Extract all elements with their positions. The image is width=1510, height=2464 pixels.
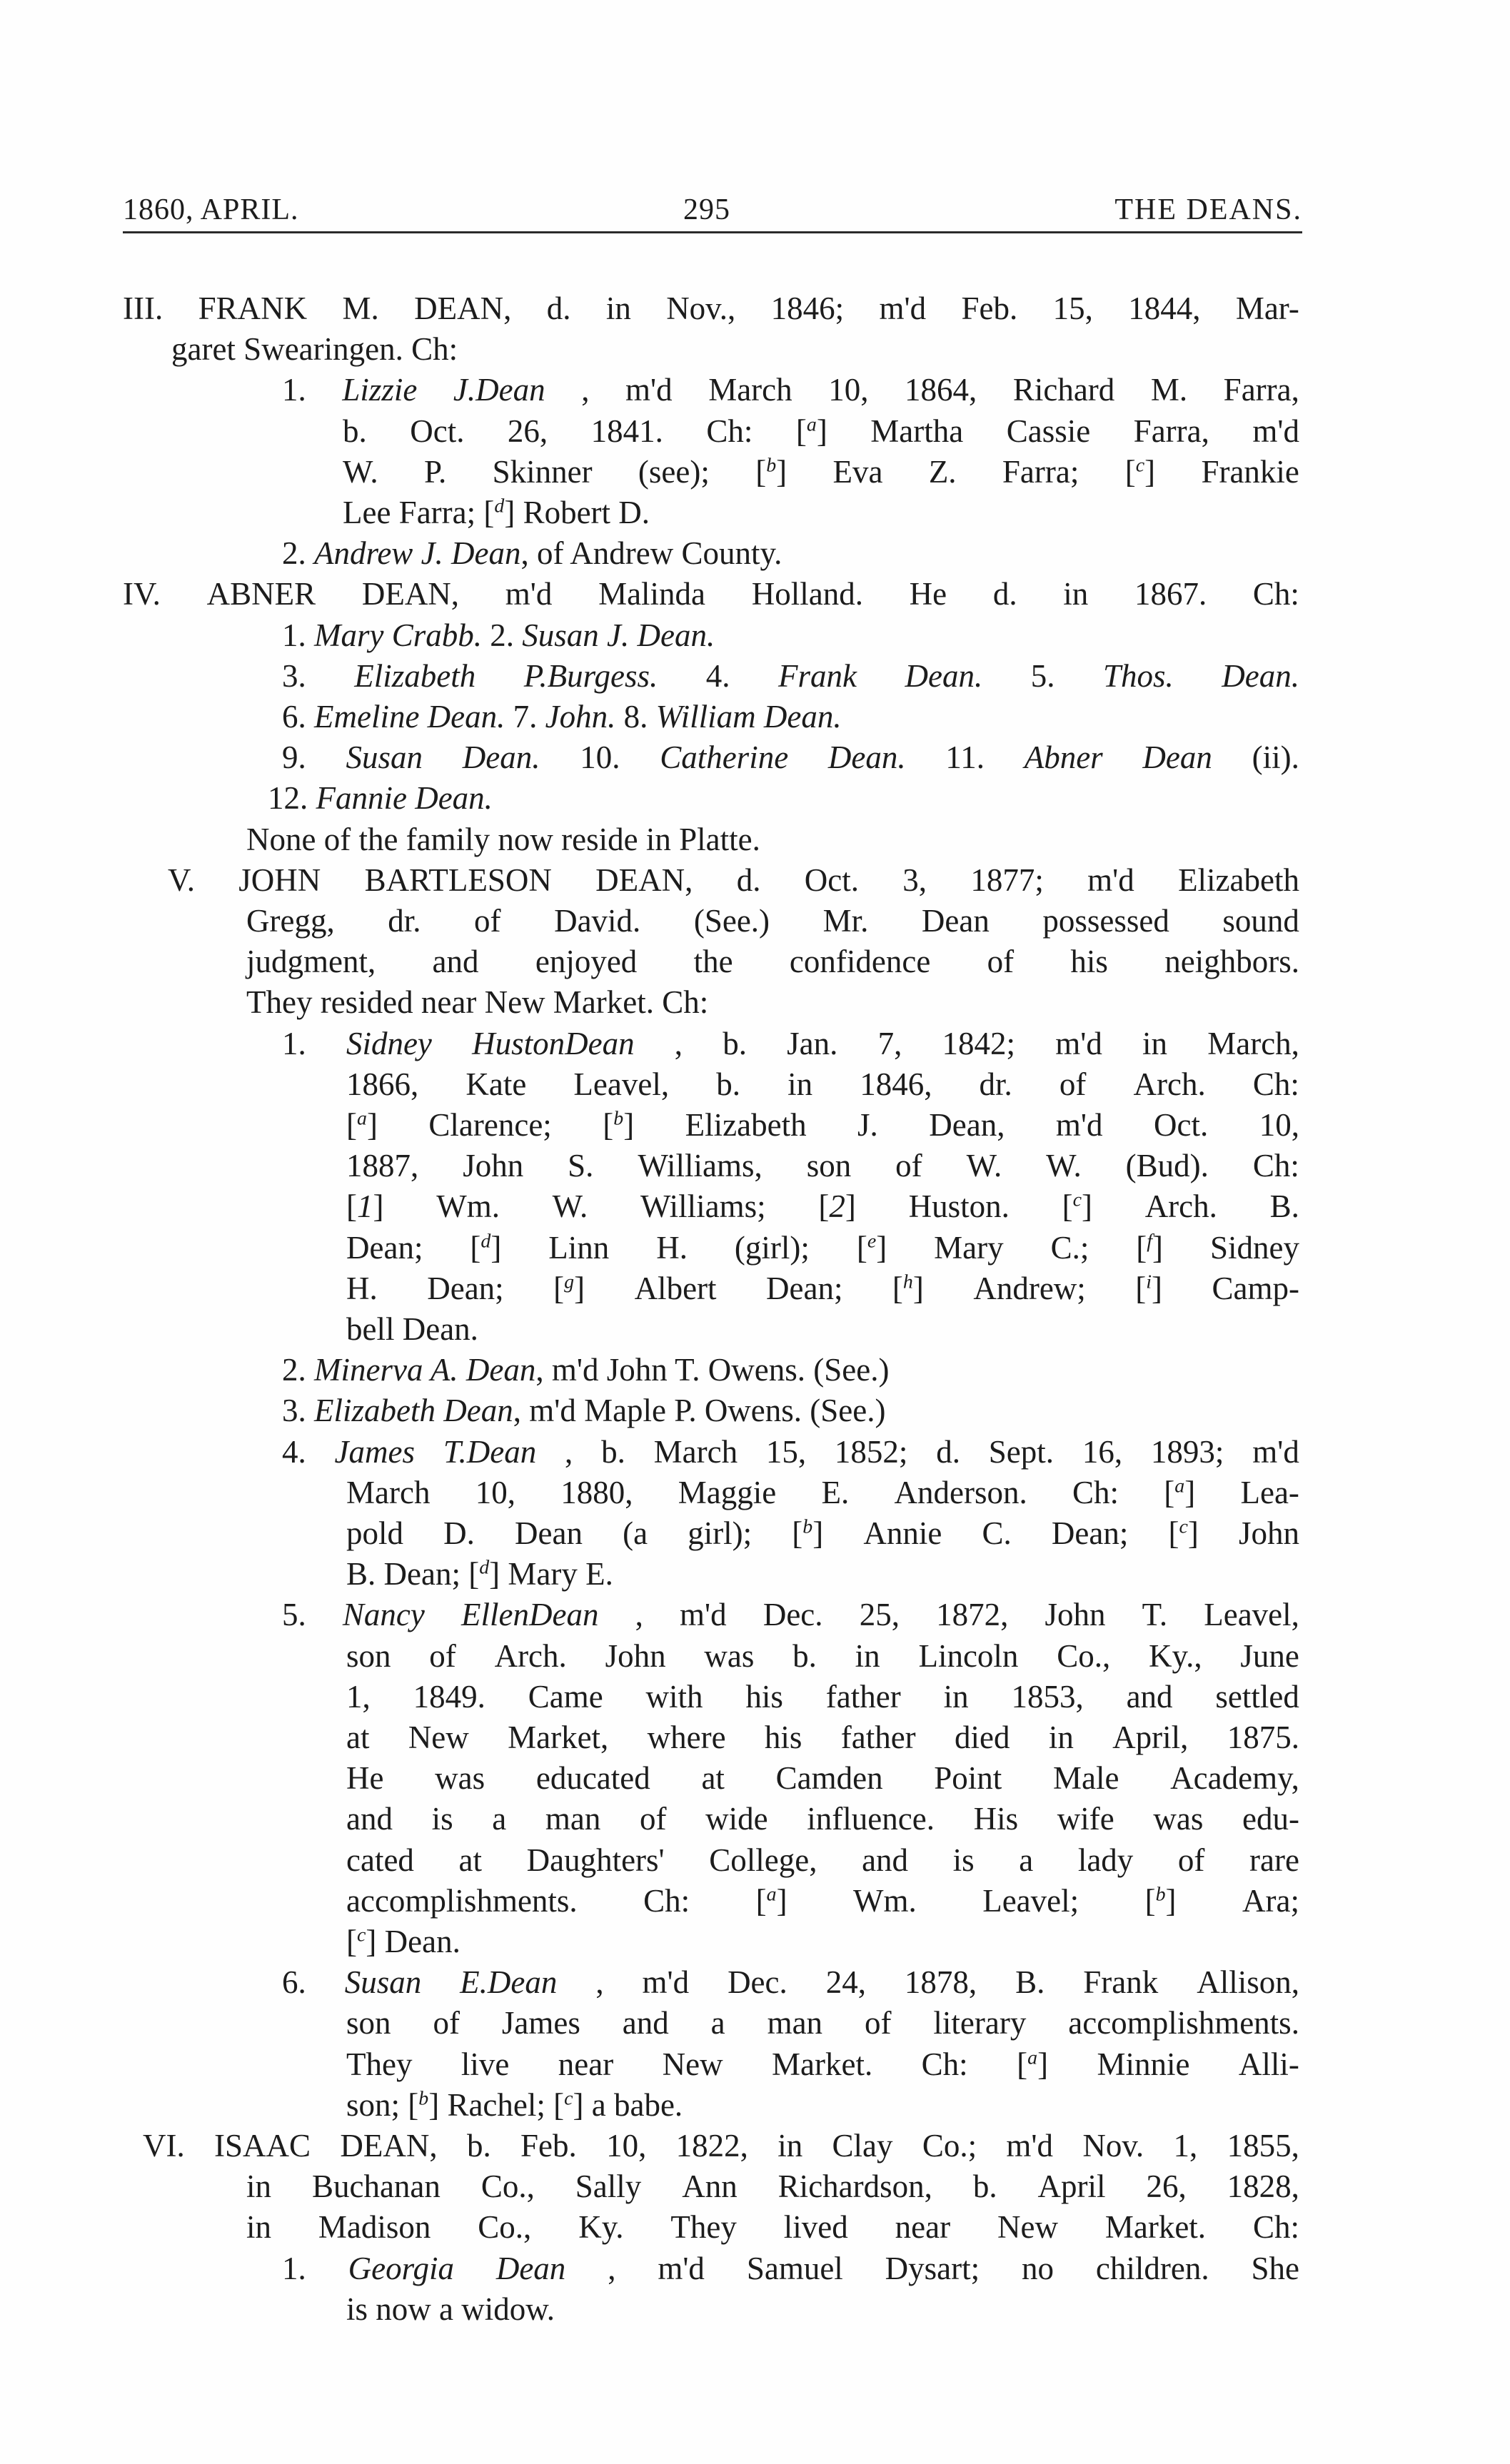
text-line: son of Arch. John was b. in Lincoln Co., Ky., June [346,1637,1299,1674]
text-line: He was educated at Camden Point Male Academy, [346,1760,1299,1797]
running-header [123,187,1302,233]
text-line: They resided near New Market. Ch: [246,984,709,1021]
text-line: V. JOHN BARTLESON DEAN, d. Oct. 3, 1877; m'd Elizabeth [168,862,1299,898]
text-line: VI. ISAAC DEAN, b. Feb. 10, 1822, in Clay Co.; m'd Nov. 1, 1855, [143,2128,1299,2163]
page-number: 295 [683,193,730,226]
text-line: 5. Nancy EllenDean , m'd Dec. 25, 1872, John T. Leavel, [282,1597,1299,1633]
text-line: March 10, 1880, Maggie E. Anderson. Ch: [$^a$] Lea- [346,1474,1299,1510]
text-line: 4. James T.Dean , b. March 15, 1852; d. Sept. 16, 1893; m'd [282,1433,1299,1470]
text-line: 1. Lizzie J.Dean , m'd March 10, 1864, Richard M. Farra, [282,372,1299,408]
text-line: in Madison Co., Ky. They lived near New Market. Ch: [246,2209,1299,2246]
text-line: None of the family now reside in Platte. [246,821,760,857]
text-line: 6. Emeline Dean. 7. John. 8. William Dean. [282,699,842,734]
text-line: Gregg, dr. of David. (See.) Mr. Dean possessed sound [246,903,1299,939]
text-line: bell Dean. [346,1311,478,1347]
text-line: son; [$^b$] Rachel; [$^c$] a babe. [346,2086,683,2123]
text-line: [1] Wm. W. Williams; [2] Huston. [$^c$] Arch. B. [346,1188,1299,1225]
text-line: 2. Minerva A. Dean, m'd John T. Owens. (See.) [282,1352,890,1388]
text-line: and is a man of wide influence. His wife was edu- [346,1801,1299,1837]
text-line: is now a widow. [346,2291,555,2327]
text-line: III. FRANK M. DEAN, d. in Nov., 1846; m'd Feb. 15, 1844, Mar- [123,291,1299,326]
text-line: 9. Susan Dean. 10. Catherine Dean. 11. Abner Dean (ii). [282,739,1299,776]
text-line: son of James and a man of literary accomplishments. [346,2005,1299,2041]
text-line: 12. Fannie Dean. [268,780,493,817]
text-line: 1887, John S. Williams, son of W. W. (Bud). Ch: [346,1148,1299,1184]
text-line: 6. Susan E.Dean , m'd Dec. 24, 1878, B. Frank Allison, [282,1964,1299,2001]
text-line: [$^a$] Clarence; [$^b$] Elizabeth J. Dean, m'd Oct. 10, [346,1107,1299,1143]
header-date: 1860, APRIL. [123,193,299,226]
text-line: H. Dean; [$^g$] Albert Dean; [$^h$] Andrew; [$^i$] Camp- [346,1270,1299,1306]
text-line: [$^c$] Dean. [346,1924,460,1959]
text-line: accomplishments. Ch: [$^a$] Wm. Leavel; [$^b$] Ara; [346,1882,1299,1919]
text-line: 3. Elizabeth Dean, m'd Maple P. Owens. (See.) [282,1393,886,1429]
text-line: 1, 1849. Came with his father in 1853, and settled [346,1678,1299,1715]
text-line: IV. ABNER DEAN, m'd Malinda Holland. He d. in 1867. Ch: [123,576,1299,612]
text-line: 1. Sidney HustonDean , b. Jan. 7, 1842; m'd in March, [282,1025,1299,1061]
text-line: cated at Daughters' College, and is a lady of rare [346,1842,1299,1878]
text-line: b. Oct. 26, 1841. Ch: [$^a$] Martha Cassie Farra, m'd [343,413,1299,449]
text-line: They live near New Market. Ch: [$^a$] Minnie Alli- [346,2046,1299,2082]
text-line: at New Market, where his father died in April, 1875. [346,1720,1299,1755]
text-line: in Buchanan Co., Sally Ann Richardson, b. April 26, 1828, [246,2168,1299,2205]
text-line: W. P. Skinner (see); [$^b$] Eva Z. Farra; [$^c$] Frankie [343,453,1299,490]
text-line: judgment, and enjoyed the confidence of his neighbors. [246,944,1299,980]
text-line: Lee Farra; [$^d$] Robert D. [343,495,650,530]
text-line: pold D. Dean (a girl); [$^b$] Annie C. Dean; [$^c$] John [346,1515,1299,1551]
text-line: garet Swearingen. Ch: [171,331,458,368]
text-line: 1866, Kate Leavel, b. in 1846, dr. of Arch. Ch: [346,1066,1299,1102]
text-line: 1. Mary Crabb. 2. Susan J. Dean. [282,617,715,653]
text-line: 1. Georgia Dean , m'd Samuel Dysart; no children. She [282,2250,1299,2286]
text-line: B. Dean; [$^d$] Mary E. [346,1556,613,1592]
text-line: Dean; [$^d$] Linn H. (girl); [$^e$] Mary C.; [$^f$] Sidney [346,1229,1299,1266]
text-line: 3. Elizabeth P.Burgess. 4. Frank Dean. 5. Thos. Dean. [282,657,1299,694]
header-title: THE DEANS. [1114,193,1302,226]
text-line: 2. Andrew J. Dean, of Andrew County. [282,535,782,572]
